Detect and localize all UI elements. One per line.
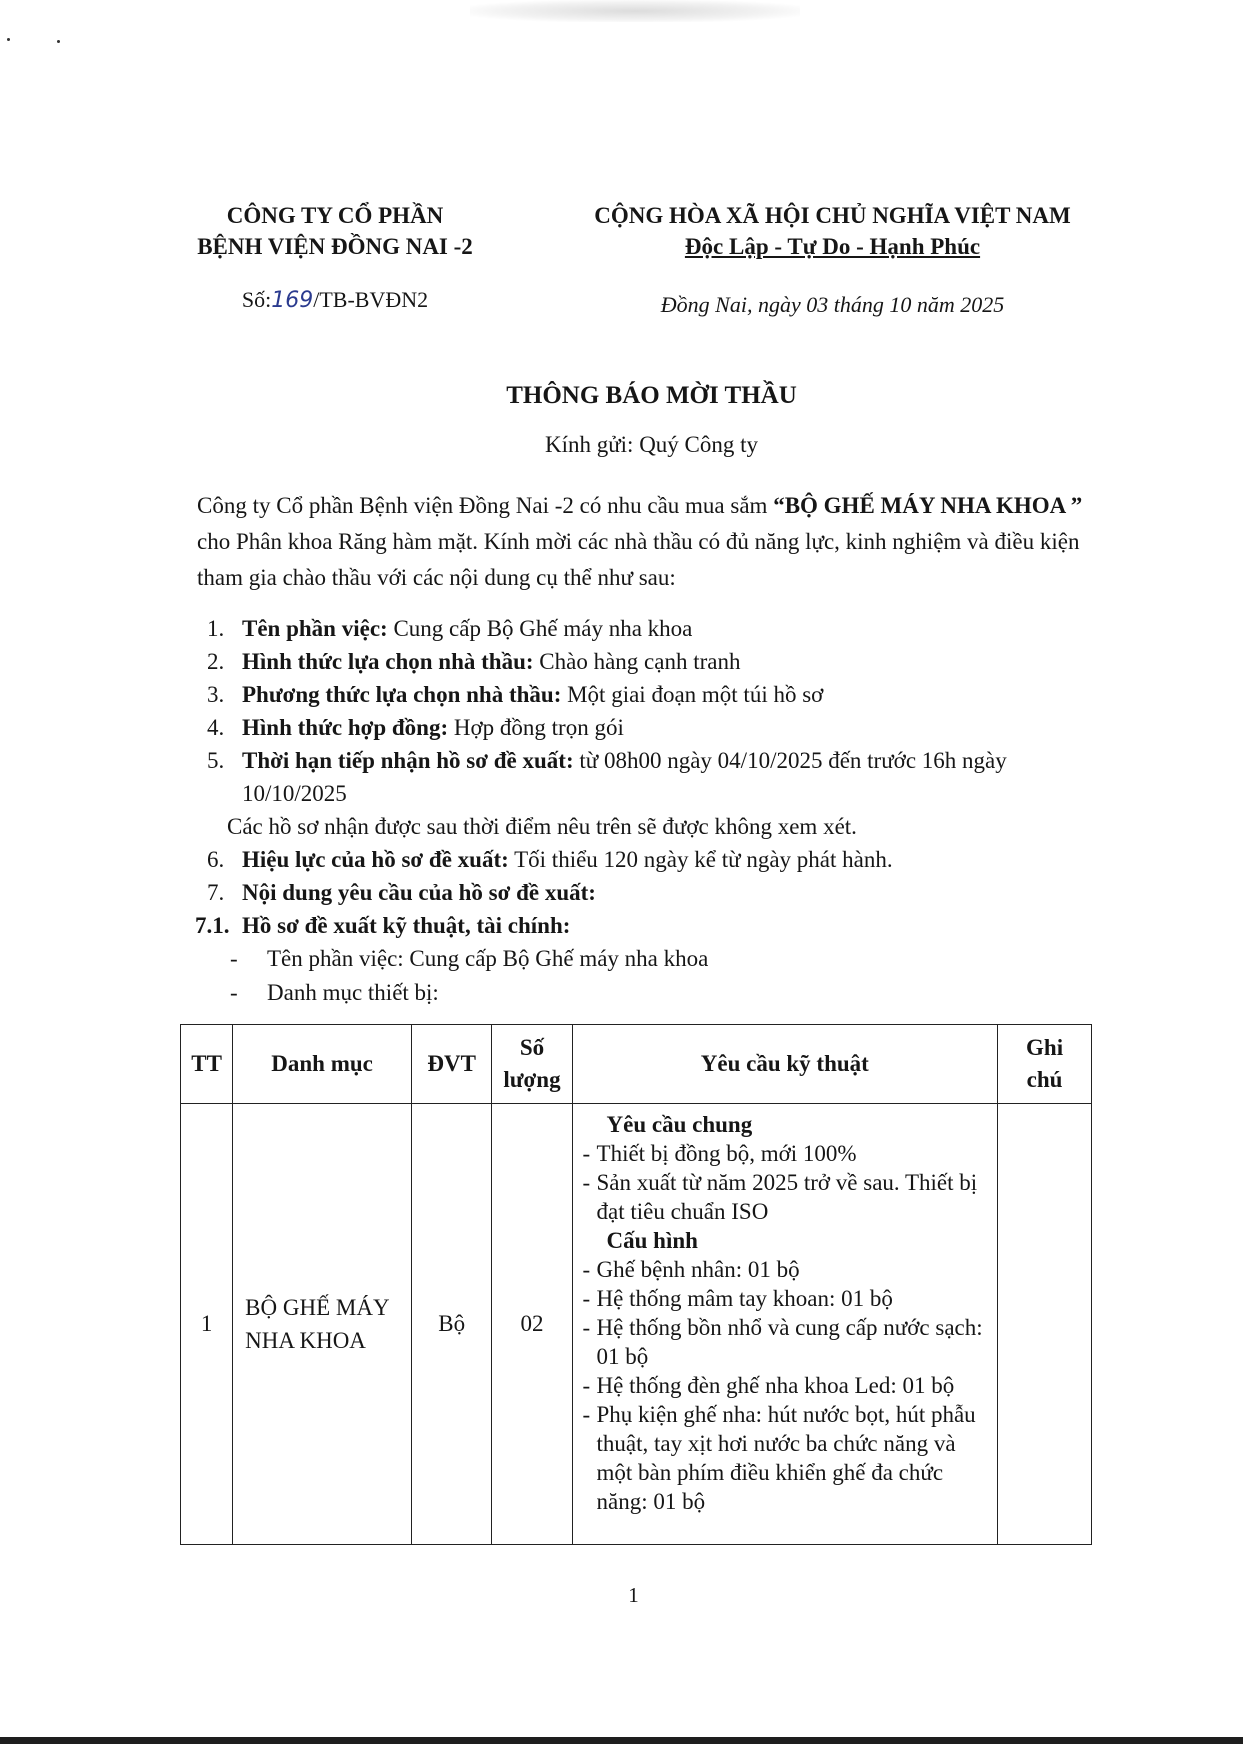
national-motto: Độc Lập - Tự Do - Hạnh Phúc xyxy=(684,234,981,259)
req-heading-general: Yêu cầu chung xyxy=(606,1112,753,1137)
company-name-line2: BỆNH VIỆN ĐỒNG NAI -2 xyxy=(197,234,473,259)
submission-note: Các hồ sơ nhận được sau thời điểm nêu trên sẽ được không xem xét. xyxy=(227,814,857,839)
cell-so-luong: 02 xyxy=(492,1104,572,1545)
cell-yeu-cau xyxy=(572,1104,998,1545)
date-line: Đồng Nai, ngày 03 tháng 10 năm 2025 xyxy=(660,292,1005,317)
list-item: 4. Hình thức hợp đồng: Hợp đồng trọn gói xyxy=(207,715,624,740)
page-number: 1 xyxy=(628,1583,639,1607)
req-item: - Hệ thống mâm tay khoan: 01 bộ xyxy=(582,1286,893,1311)
table-row xyxy=(181,1104,1092,1545)
document-number: Số:169/TB-BVĐN2 xyxy=(241,287,429,313)
col-so-luong: Số lượng xyxy=(492,1025,572,1104)
req-item: - Ghế bệnh nhân: 01 bộ xyxy=(582,1257,800,1282)
col-danh-muc: Danh mục xyxy=(233,1025,412,1104)
national-header xyxy=(555,200,1110,262)
company-name-line1: CÔNG TY CỔ PHẦN xyxy=(226,203,444,228)
req-item: - Phụ kiện ghế nha: hút nước bọt, hút phẫu thuật, tay xịt hơi nước ba chức năng và một bàn phím điều khiển ghế đa chức năng: 01 bộ xyxy=(582,1402,976,1514)
list-item: 3. Phương thức lựa chọn nhà thầu: Một giai đoạn một túi hồ sơ xyxy=(207,682,824,707)
cell-dvt: Bộ xyxy=(411,1104,491,1545)
scan-artifact-top xyxy=(470,0,800,22)
table-header-row xyxy=(181,1025,1092,1104)
list-item: 1. Tên phần việc: Cung cấp Bộ Ghế máy nha khoa xyxy=(207,616,693,641)
cell-ghi-chu xyxy=(998,1104,1092,1545)
product-name: “BỘ GHẾ MÁY NHA KHOA ” xyxy=(773,493,1083,518)
intro-paragraph: Công ty Cổ phần Bệnh viện Đồng Nai -2 có nhu cầu mua sắm “BỘ GHẾ MÁY NHA KHOA ” cho Phân khoa Răng hàm mặt. Kính mời các nhà thầu có đủ năng lực, kinh nghiệm và điều kiện tham gia chào thầu với các nội dung cụ thể như sau: xyxy=(197,493,1083,590)
equipment-table xyxy=(180,1024,1092,1545)
list-item: 6. Hiệu lực của hồ sơ đề xuất: Tối thiểu 120 ngày kể từ ngày phát hành. xyxy=(207,847,893,872)
scan-speck xyxy=(57,40,60,43)
req-item: - Sản xuất từ năm 2025 trở về sau. Thiết bị đạt tiêu chuẩn ISO xyxy=(582,1170,978,1224)
handwritten-number: 169 xyxy=(271,288,314,313)
req-item: - Hệ thống bồn nhổ và cung cấp nước sạch: 01 bộ xyxy=(582,1315,983,1369)
req-heading-config: Cấu hình xyxy=(606,1228,698,1253)
scan-edge-bottom xyxy=(0,1737,1243,1744)
dash-item: - Danh mục thiết bị: xyxy=(230,980,439,1005)
req-item: - Hệ thống đèn ghế nha khoa Led: 01 bộ xyxy=(582,1373,955,1398)
greeting: Kính gửi: Quý Công ty xyxy=(544,432,759,457)
cell-danh-muc: BỘ GHẾ MÁY NHA KHOA xyxy=(233,1104,412,1545)
requirements-list xyxy=(197,612,1097,1010)
col-ghi-chu: Ghi chú xyxy=(998,1025,1092,1104)
list-item: 2. Hình thức lựa chọn nhà thầu: Chào hàng cạnh tranh xyxy=(207,649,741,674)
republic-title: CỘNG HÒA XÃ HỘI CHỦ NGHĨA VIỆT NAM xyxy=(594,203,1071,228)
req-item: - Thiết bị đồng bộ, mới 100% xyxy=(582,1141,857,1166)
list-item: 5. Thời hạn tiếp nhận hồ sơ đề xuất: từ 08h00 ngày 04/10/2025 đến trước 16h ngày 10/10/2025 xyxy=(207,748,1007,806)
col-yeu-cau: Yêu cầu kỹ thuật xyxy=(572,1025,998,1104)
scan-speck xyxy=(7,38,10,41)
company-header xyxy=(170,200,500,262)
document-title: THÔNG BÁO MỜI THẦU xyxy=(506,382,797,409)
col-tt: TT xyxy=(181,1025,233,1104)
list-item: 7. Nội dung yêu cầu của hồ sơ đề xuất: xyxy=(207,880,596,905)
subsection-7-1: 7.1. Hồ sơ đề xuất kỹ thuật, tài chính: xyxy=(195,913,571,938)
col-dvt: ĐVT xyxy=(411,1025,491,1104)
cell-tt: 1 xyxy=(181,1104,233,1545)
dash-item: - Tên phần việc: Cung cấp Bộ Ghế máy nha khoa xyxy=(230,946,709,971)
